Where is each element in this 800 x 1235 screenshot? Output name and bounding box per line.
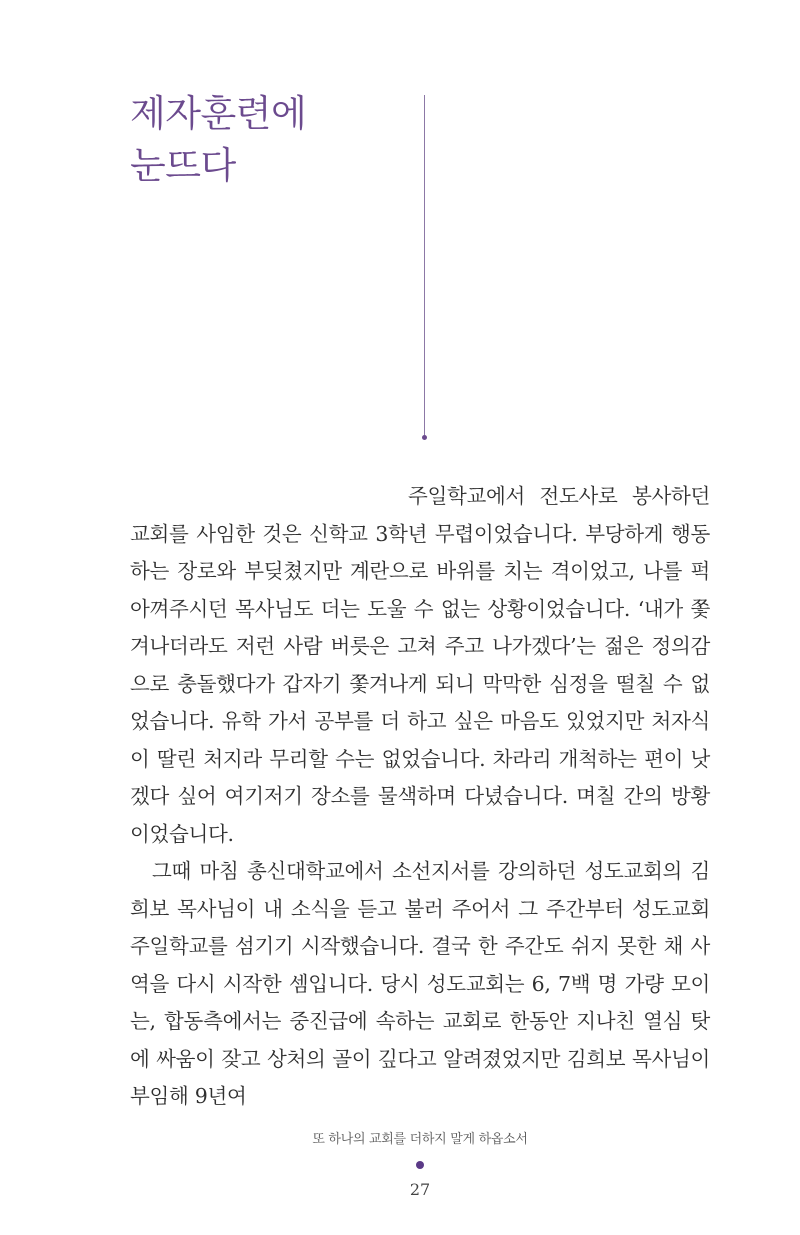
chapter-title-line-2: 눈뜨다 (130, 144, 236, 187)
divider-end-dot (422, 435, 427, 440)
paragraph-1: 주일학교에서 전도사로 봉사하던 교회를 사임한 것은 신학교 3학년 무렵이었습니다. 부당하게 행동하는 장로와 부딪쳤지만 계란으로 바위를 치는 격이었고, 나를 퍽 아껴주시던 목사님도 더는 도울 수 없는 상황이었습니다. ‘내가 쫓겨나더라도 저런 사람 버릇은 고쳐 주고 나가겠다’는 젊은 정의감으로 충돌했다가 갑자기 쫓겨나게 되니 막막한 심정을 떨칠 수 없었습니다. 유학 가서 공부를 더 하고 싶은 마음도 있었지만 처자식이 딸린 처지라 무리할 수는 없었습니다. 차라리 개척하는 편이 낫겠다 싶어 여기저기 장소를 물색하며 다녔습니다. 며칠 간의 방황이었습니다. (130, 484, 710, 846)
page-number: 27 (409, 1180, 431, 1199)
chapter-title-line-1: 제자훈련에 (130, 92, 307, 135)
vertical-divider-line (424, 95, 425, 435)
running-footer-book-title: 또 하나의 교회를 더하지 말게 하옵소서 (312, 1132, 528, 1147)
body-text (130, 478, 710, 1116)
chapter-title (130, 88, 306, 192)
paragraph-2: 그때 마침 총신대학교에서 소선지서를 강의하던 성도교회의 김희보 목사님이 내 소식을 듣고 불러 주어서 그 주간부터 성도교회 주일학교를 섬기기 시작했습니다. 결국 한 주간도 쉬지 못한 채 사역을 다시 시작한 셈입니다. 당시 성도교회는 6, 7백 명 가량 모이는, 합동측에서는 중진급에 속하는 교회로 한동안 지나친 열심 탓에 싸움이 잦고 상처의 골이 깊다고 알려졌었지만 김희보 목사님이 부임해 9년여 (130, 859, 710, 1108)
footer-dot-ornament (416, 1161, 424, 1169)
